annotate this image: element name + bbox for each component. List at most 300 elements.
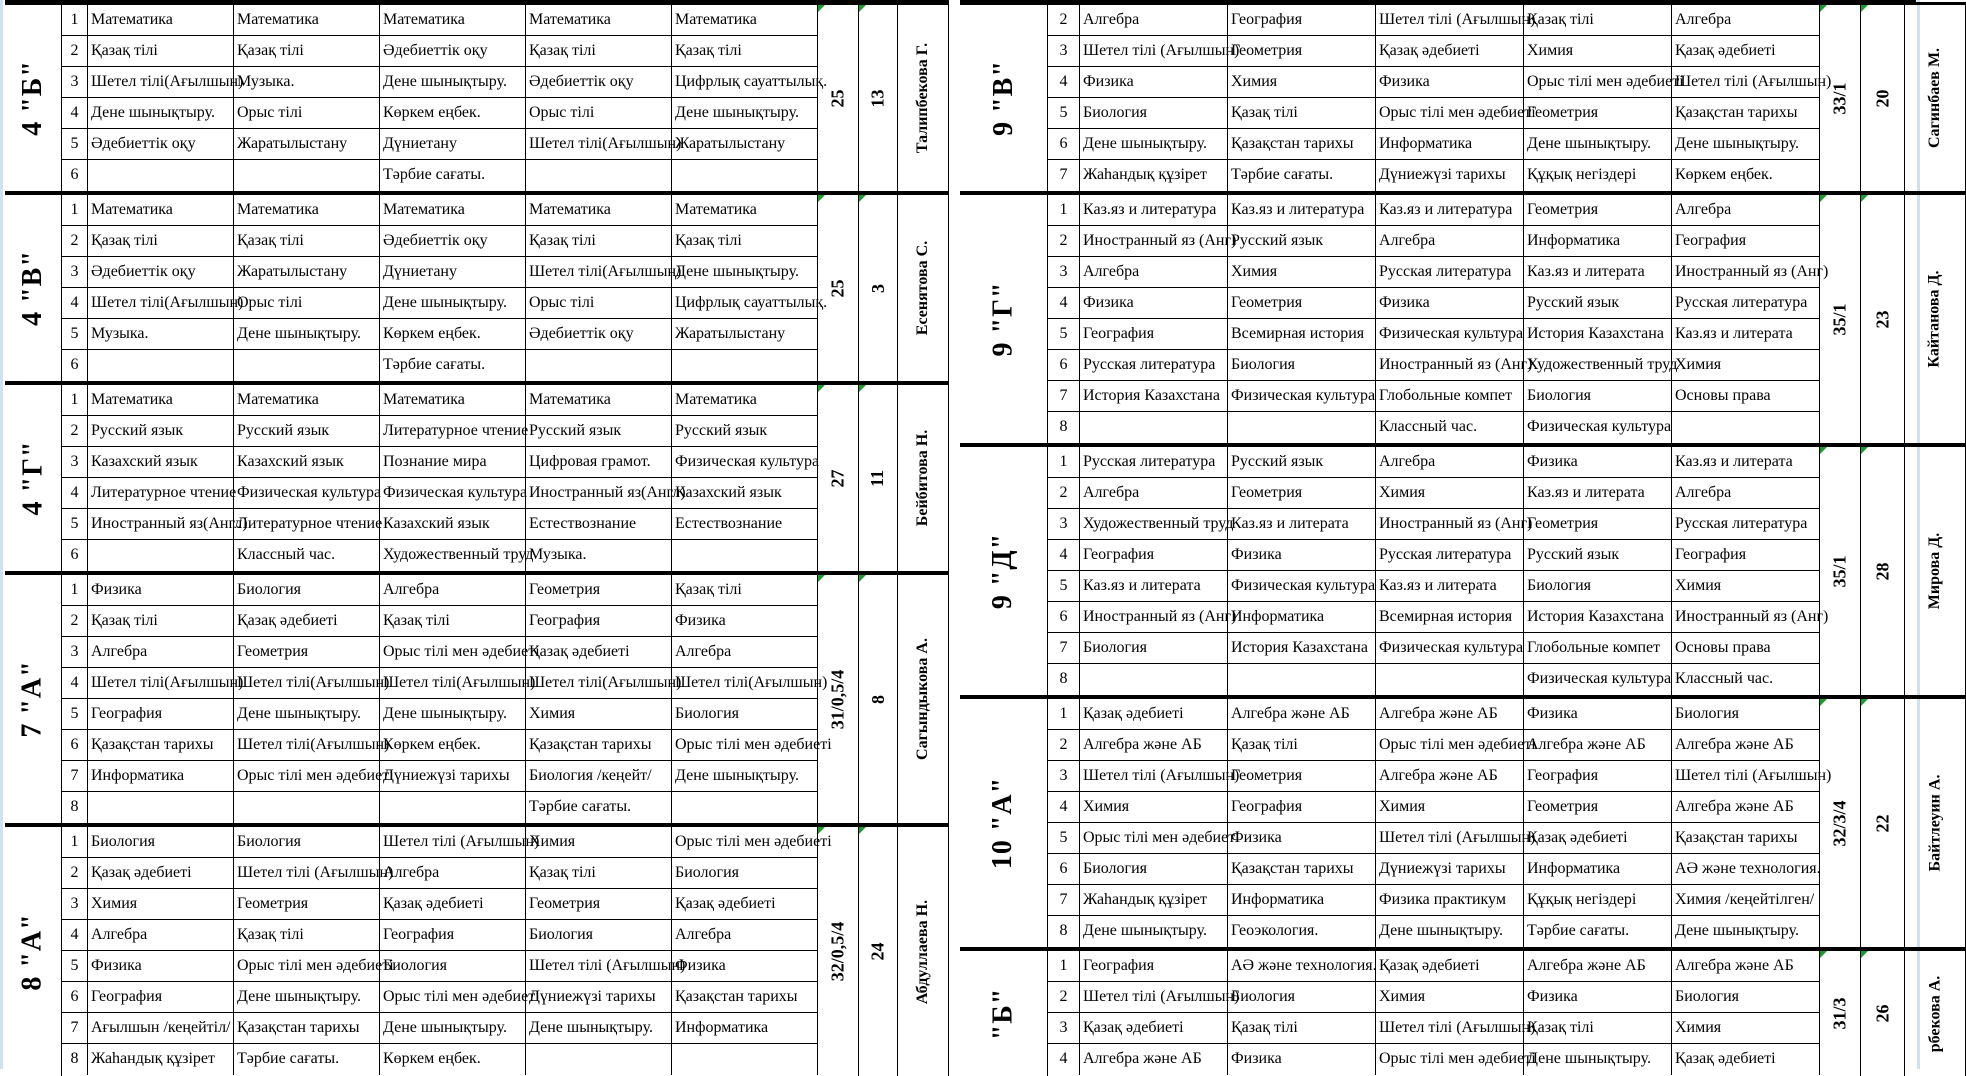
lesson-cell[interactable]: География: [1080, 540, 1228, 570]
lesson-cell[interactable]: Физика: [88, 575, 234, 605]
lesson-number[interactable]: 5: [1048, 823, 1080, 853]
lesson-number[interactable]: 4: [1048, 540, 1080, 570]
lesson-cell[interactable]: Русский язык: [1524, 540, 1672, 570]
lesson-cell[interactable]: Дене шынықтыру.: [380, 288, 526, 318]
lesson-cell[interactable]: Биология: [380, 951, 526, 981]
lesson-cell[interactable]: Дене шынықтыру.: [1524, 1044, 1672, 1075]
lesson-number[interactable]: 8: [1048, 916, 1080, 947]
lesson-number[interactable]: 8: [1048, 412, 1080, 443]
lesson-cell[interactable]: Русская литература: [1672, 509, 1820, 539]
lesson-cell[interactable]: Глобольные компет: [1376, 381, 1524, 411]
lesson-cell[interactable]: География: [1672, 226, 1820, 256]
lesson-cell[interactable]: Қазақ тілі: [672, 226, 818, 256]
lesson-number[interactable]: 7: [62, 1013, 88, 1043]
lesson-number[interactable]: 4: [62, 668, 88, 698]
lesson-cell[interactable]: Всемирная история: [1228, 319, 1376, 349]
lesson-number[interactable]: 3: [62, 257, 88, 287]
lesson-cell[interactable]: Алгебра және АБ: [1376, 761, 1524, 791]
lesson-number[interactable]: 4: [1048, 792, 1080, 822]
lesson-cell[interactable]: Геометрия: [1228, 761, 1376, 791]
lesson-cell[interactable]: Каз.яз и литерата: [1524, 257, 1672, 287]
lesson-cell[interactable]: Шетел тілі (Ағылшын): [380, 827, 526, 857]
lesson-cell[interactable]: Дене шынықтыру.: [672, 257, 818, 287]
lesson-cell[interactable]: Русская литература: [1080, 350, 1228, 380]
lesson-cell[interactable]: Биология: [1672, 982, 1820, 1012]
lesson-cell[interactable]: Математика: [526, 5, 672, 35]
lesson-cell[interactable]: Химия: [1672, 571, 1820, 601]
lesson-cell[interactable]: Цифровая грамот.: [526, 447, 672, 477]
lesson-cell[interactable]: Дене шынықтыру.: [1080, 916, 1228, 947]
lesson-cell[interactable]: Қазақ әдебиеті: [672, 889, 818, 919]
lesson-cell[interactable]: [234, 792, 380, 823]
lesson-cell[interactable]: Биология: [234, 575, 380, 605]
lesson-cell[interactable]: Әдебиеттік оқу: [526, 319, 672, 349]
lesson-cell[interactable]: Русский язык: [1228, 226, 1376, 256]
lesson-cell[interactable]: Қазақ әдебиеті: [88, 858, 234, 888]
lesson-cell[interactable]: Иностранный яз (Анг): [1672, 257, 1820, 287]
lesson-cell[interactable]: Геоэкология.: [1228, 916, 1376, 947]
lesson-cell[interactable]: Русская литература: [1376, 540, 1524, 570]
lesson-cell[interactable]: Русский язык: [1524, 288, 1672, 318]
lesson-cell[interactable]: Биология /кеңейт/: [526, 761, 672, 791]
lesson-cell[interactable]: АӘ және технология.: [1228, 951, 1376, 981]
lesson-cell[interactable]: Русская литература: [1376, 257, 1524, 287]
lesson-cell[interactable]: Әдебиеттік оқу: [526, 67, 672, 97]
lesson-cell[interactable]: Художественный труд: [1080, 509, 1228, 539]
lesson-cell[interactable]: Орыс тілі: [234, 98, 380, 128]
lesson-cell[interactable]: Химия: [526, 827, 672, 857]
lesson-number[interactable]: 6: [62, 160, 88, 191]
lesson-cell[interactable]: Физика: [1524, 982, 1672, 1012]
lesson-number[interactable]: 5: [62, 699, 88, 729]
lesson-cell[interactable]: Дүниетану: [380, 129, 526, 159]
lesson-cell[interactable]: Художественный труд: [1524, 350, 1672, 380]
lesson-cell[interactable]: Құқық негіздері: [1524, 885, 1672, 915]
lesson-cell[interactable]: Иностранный яз (Анг): [1376, 350, 1524, 380]
lesson-cell[interactable]: Алгебра және АБ: [1524, 730, 1672, 760]
lesson-cell[interactable]: Геометрия: [526, 889, 672, 919]
lesson-cell[interactable]: Дене шынықтыру.: [672, 761, 818, 791]
lesson-cell[interactable]: География: [1228, 5, 1376, 35]
lesson-cell[interactable]: Глобольные компет: [1524, 633, 1672, 663]
lesson-cell[interactable]: Алгебра және АБ: [1228, 699, 1376, 729]
lesson-cell[interactable]: [1228, 412, 1376, 443]
lesson-cell[interactable]: Физическая культура: [1228, 571, 1376, 601]
lesson-cell[interactable]: Алгебра: [1080, 5, 1228, 35]
lesson-cell[interactable]: Жаратылыстану: [234, 257, 380, 287]
lesson-cell[interactable]: Қазақстан тарихы: [88, 730, 234, 760]
lesson-number[interactable]: 8: [62, 792, 88, 823]
lesson-cell[interactable]: Әдебиеттік оқу: [88, 129, 234, 159]
lesson-cell[interactable]: Алгебра және АБ: [1080, 730, 1228, 760]
lesson-number[interactable]: 7: [1048, 381, 1080, 411]
lesson-cell[interactable]: Дене шынықтыру.: [88, 98, 234, 128]
lesson-number[interactable]: 8: [62, 1044, 88, 1075]
lesson-cell[interactable]: Шетел тілі(Ағылшын): [88, 288, 234, 318]
lesson-cell[interactable]: Основы права: [1672, 633, 1820, 663]
lesson-cell[interactable]: География: [380, 920, 526, 950]
lesson-cell[interactable]: Қазақ тілі: [1228, 98, 1376, 128]
lesson-number[interactable]: 7: [62, 761, 88, 791]
lesson-cell[interactable]: Физика: [1524, 447, 1672, 477]
lesson-cell[interactable]: [1376, 664, 1524, 695]
lesson-cell[interactable]: Қазақ тілі: [1524, 5, 1672, 35]
lesson-cell[interactable]: Тәрбие сағаты.: [1228, 160, 1376, 191]
lesson-number[interactable]: 3: [62, 889, 88, 919]
lesson-cell[interactable]: Физика: [1376, 288, 1524, 318]
lesson-cell[interactable]: Қазақстан тарихы: [672, 982, 818, 1012]
lesson-cell[interactable]: [1080, 664, 1228, 695]
lesson-cell[interactable]: Орыс тілі мен әдебиеті: [234, 761, 380, 791]
lesson-number[interactable]: 2: [62, 36, 88, 66]
lesson-cell[interactable]: Шетел тілі(Ағылшын): [526, 129, 672, 159]
lesson-cell[interactable]: Қазақстан тарихы: [526, 730, 672, 760]
lesson-cell[interactable]: Иностранный яз (Анг): [1080, 602, 1228, 632]
lesson-cell[interactable]: Қазақстан тарихы: [234, 1013, 380, 1043]
lesson-cell[interactable]: География: [526, 606, 672, 636]
lesson-cell[interactable]: География: [88, 699, 234, 729]
lesson-cell[interactable]: [526, 1044, 672, 1075]
lesson-cell[interactable]: Математика: [672, 195, 818, 225]
lesson-cell[interactable]: Алгебра: [1080, 478, 1228, 508]
lesson-cell[interactable]: Тәрбие сағаты.: [380, 350, 526, 381]
lesson-cell[interactable]: Музыка.: [526, 540, 672, 571]
lesson-cell[interactable]: [1672, 412, 1820, 443]
lesson-cell[interactable]: Жаратылыстану: [672, 129, 818, 159]
lesson-cell[interactable]: Математика: [88, 195, 234, 225]
lesson-number[interactable]: 6: [1048, 129, 1080, 159]
lesson-cell[interactable]: Информатика: [672, 1013, 818, 1043]
lesson-cell[interactable]: Орыс тілі: [526, 98, 672, 128]
lesson-cell[interactable]: Дене шынықтыру.: [1672, 129, 1820, 159]
lesson-cell[interactable]: Дүниетану: [380, 257, 526, 287]
lesson-cell[interactable]: Математика: [380, 195, 526, 225]
lesson-cell[interactable]: Геометрия: [1524, 792, 1672, 822]
lesson-number[interactable]: 1: [1048, 951, 1080, 981]
lesson-number[interactable]: 6: [1048, 602, 1080, 632]
lesson-cell[interactable]: Биология: [526, 920, 672, 950]
lesson-cell[interactable]: Алгебра: [1672, 5, 1820, 35]
lesson-cell[interactable]: Литературное чтение: [380, 416, 526, 446]
lesson-cell[interactable]: Дене шынықтыру.: [234, 699, 380, 729]
lesson-number[interactable]: 6: [62, 982, 88, 1012]
lesson-number[interactable]: 1: [62, 575, 88, 605]
lesson-number[interactable]: 2: [1048, 226, 1080, 256]
lesson-cell[interactable]: Русский язык: [88, 416, 234, 446]
lesson-cell[interactable]: Русский язык: [672, 416, 818, 446]
lesson-cell[interactable]: Дүниежүзі тарихы: [1376, 854, 1524, 884]
lesson-cell[interactable]: Шетел тілі (Ағылшын): [1376, 1013, 1524, 1043]
lesson-cell[interactable]: Алгебра: [1376, 226, 1524, 256]
lesson-cell[interactable]: Қазақ әдебиеті: [1524, 823, 1672, 853]
lesson-cell[interactable]: Алгебра және АБ: [1376, 699, 1524, 729]
lesson-cell[interactable]: [672, 792, 818, 823]
lesson-cell[interactable]: Жаратылыстану: [234, 129, 380, 159]
lesson-cell[interactable]: Биология: [672, 858, 818, 888]
lesson-cell[interactable]: Тәрбие сағаты.: [380, 160, 526, 191]
lesson-cell[interactable]: Биология: [234, 827, 380, 857]
lesson-cell[interactable]: Геометрия: [234, 637, 380, 667]
lesson-cell[interactable]: География: [1080, 319, 1228, 349]
lesson-cell[interactable]: Дене шынықтыру.: [234, 319, 380, 349]
lesson-cell[interactable]: Жаһандық құзірет: [1080, 885, 1228, 915]
lesson-cell[interactable]: Физика практикум: [1376, 885, 1524, 915]
lesson-number[interactable]: 2: [1048, 982, 1080, 1012]
lesson-cell[interactable]: Дене шынықтыру.: [234, 982, 380, 1012]
lesson-cell[interactable]: Орыс тілі мен әдебиеті: [672, 827, 818, 857]
lesson-cell[interactable]: Қазақ тілі: [1228, 1013, 1376, 1043]
lesson-cell[interactable]: Информатика: [1228, 602, 1376, 632]
lesson-cell[interactable]: [88, 540, 234, 571]
lesson-number[interactable]: 4: [62, 920, 88, 950]
lesson-cell[interactable]: Литературное чтение: [88, 478, 234, 508]
lesson-cell[interactable]: Математика: [234, 385, 380, 415]
lesson-cell[interactable]: Жаһандық құзірет: [1080, 160, 1228, 191]
lesson-cell[interactable]: Геометрия: [1228, 288, 1376, 318]
lesson-cell[interactable]: Шетел тілі (Ағылшын): [1080, 982, 1228, 1012]
lesson-number[interactable]: 1: [62, 5, 88, 35]
lesson-cell[interactable]: Каз.яз и литерата: [1524, 478, 1672, 508]
lesson-cell[interactable]: Дене шынықтыру.: [1376, 916, 1524, 947]
lesson-cell[interactable]: Физическая культура: [1524, 664, 1672, 695]
lesson-cell[interactable]: География: [1080, 951, 1228, 981]
lesson-cell[interactable]: Геометрия: [526, 575, 672, 605]
lesson-cell[interactable]: Каз.яз и литерата: [1672, 447, 1820, 477]
lesson-cell[interactable]: Алгебра және АБ: [1672, 792, 1820, 822]
lesson-cell[interactable]: Физика: [1228, 1044, 1376, 1075]
lesson-cell[interactable]: Шетел тілі (Ағылшын): [234, 858, 380, 888]
lesson-cell[interactable]: Математика: [88, 5, 234, 35]
lesson-cell[interactable]: Биология: [1080, 633, 1228, 663]
lesson-cell[interactable]: Казахский язык: [88, 447, 234, 477]
lesson-number[interactable]: 8: [1048, 664, 1080, 695]
lesson-cell[interactable]: Орыс тілі мен әдебиеті: [1376, 98, 1524, 128]
lesson-cell[interactable]: Биология: [1080, 854, 1228, 884]
lesson-cell[interactable]: [526, 160, 672, 191]
lesson-cell[interactable]: Биология: [1524, 381, 1672, 411]
lesson-cell[interactable]: Қазақ тілі: [526, 858, 672, 888]
lesson-cell[interactable]: Математика: [234, 5, 380, 35]
lesson-cell[interactable]: Физика: [1080, 288, 1228, 318]
lesson-number[interactable]: 4: [1048, 288, 1080, 318]
lesson-cell[interactable]: Биология: [1524, 571, 1672, 601]
lesson-cell[interactable]: Биология: [1228, 350, 1376, 380]
lesson-number[interactable]: 6: [62, 540, 88, 571]
lesson-cell[interactable]: Цифрлық сауаттылық.: [672, 67, 818, 97]
lesson-cell[interactable]: Дене шынықтыру.: [380, 67, 526, 97]
lesson-cell[interactable]: Қазақ тілі: [526, 226, 672, 256]
lesson-cell[interactable]: Казахский язык: [234, 447, 380, 477]
lesson-cell[interactable]: Шетел тілі (Ағылшын): [526, 951, 672, 981]
lesson-cell[interactable]: Химия: [1376, 792, 1524, 822]
lesson-cell[interactable]: Алгебра және АБ: [1672, 730, 1820, 760]
lesson-cell[interactable]: Көркем еңбек.: [380, 319, 526, 349]
lesson-number[interactable]: 1: [1048, 699, 1080, 729]
lesson-cell[interactable]: Каз.яз и литерата: [1080, 571, 1228, 601]
lesson-cell[interactable]: Көркем еңбек.: [380, 1044, 526, 1075]
lesson-cell[interactable]: Шетел тілі (Ағылшын): [1080, 761, 1228, 791]
lesson-cell[interactable]: Қазақ әдебиеті: [1672, 36, 1820, 66]
lesson-cell[interactable]: Физика: [672, 606, 818, 636]
lesson-cell[interactable]: Дене шынықтыру.: [380, 1013, 526, 1043]
lesson-cell[interactable]: Құқық негіздері: [1524, 160, 1672, 191]
lesson-cell[interactable]: Биология: [1080, 98, 1228, 128]
lesson-cell[interactable]: Шетел тілі (Ағылшын): [1672, 761, 1820, 791]
lesson-cell[interactable]: АӘ және технология.: [1672, 854, 1820, 884]
lesson-cell[interactable]: Физическая культура: [1376, 319, 1524, 349]
lesson-cell[interactable]: Каз.яз и литерата: [1376, 571, 1524, 601]
lesson-cell[interactable]: Русский язык: [526, 416, 672, 446]
lesson-cell[interactable]: [1228, 664, 1376, 695]
lesson-cell[interactable]: Биология: [1228, 982, 1376, 1012]
lesson-cell[interactable]: Иностранный яз (Анг): [1672, 602, 1820, 632]
lesson-cell[interactable]: Қазақстан тарихы: [1672, 98, 1820, 128]
lesson-number[interactable]: 2: [62, 606, 88, 636]
lesson-cell[interactable]: Орыс тілі мен әдебиеті: [234, 951, 380, 981]
lesson-cell[interactable]: Геометрия: [234, 889, 380, 919]
lesson-cell[interactable]: Қазақ әдебиеті: [380, 889, 526, 919]
lesson-cell[interactable]: Алгебра: [672, 637, 818, 667]
lesson-cell[interactable]: Қазақстан тарихы: [1228, 854, 1376, 884]
lesson-cell[interactable]: Әдебиеттік оқу: [380, 36, 526, 66]
lesson-cell[interactable]: Орыс тілі: [234, 288, 380, 318]
lesson-cell[interactable]: Алгебра: [1080, 257, 1228, 287]
lesson-number[interactable]: 5: [1048, 571, 1080, 601]
lesson-number[interactable]: 7: [1048, 885, 1080, 915]
lesson-cell[interactable]: [1080, 412, 1228, 443]
lesson-number[interactable]: 3: [62, 67, 88, 97]
lesson-number[interactable]: 1: [62, 827, 88, 857]
lesson-cell[interactable]: Шетел тілі(Ағылшын): [88, 668, 234, 698]
lesson-number[interactable]: 1: [1048, 447, 1080, 477]
lesson-cell[interactable]: География: [1672, 540, 1820, 570]
lesson-cell[interactable]: Биология: [672, 699, 818, 729]
lesson-cell[interactable]: Орыс тілі мен әдебиеті: [1376, 1044, 1524, 1075]
lesson-cell[interactable]: Физика: [1524, 699, 1672, 729]
lesson-cell[interactable]: Қазақстан тарихы: [1228, 129, 1376, 159]
lesson-cell[interactable]: Химия: [1228, 257, 1376, 287]
lesson-number[interactable]: 2: [62, 416, 88, 446]
lesson-cell[interactable]: Қазақ тілі: [88, 36, 234, 66]
lesson-cell[interactable]: Алгебра: [380, 575, 526, 605]
lesson-cell[interactable]: Иностранный яз(Англ): [88, 509, 234, 539]
lesson-cell[interactable]: Информатика: [88, 761, 234, 791]
lesson-cell[interactable]: Қазақ тілі: [234, 226, 380, 256]
lesson-number[interactable]: 3: [62, 637, 88, 667]
lesson-number[interactable]: 5: [62, 509, 88, 539]
lesson-cell[interactable]: Математика: [526, 385, 672, 415]
lesson-cell[interactable]: Математика: [380, 385, 526, 415]
lesson-cell[interactable]: Классный час.: [1672, 664, 1820, 695]
lesson-cell[interactable]: Орыс тілі мен әдебиеті: [380, 982, 526, 1012]
lesson-number[interactable]: 5: [1048, 319, 1080, 349]
lesson-cell[interactable]: Алгебра және АБ: [1524, 951, 1672, 981]
lesson-cell[interactable]: Физическая культура: [380, 478, 526, 508]
lesson-cell[interactable]: Әдебиеттік оқу: [88, 257, 234, 287]
lesson-cell[interactable]: Геометрия: [1228, 478, 1376, 508]
lesson-cell[interactable]: Орыс тілі мен әдебиеті: [1524, 67, 1672, 97]
lesson-cell[interactable]: Көркем еңбек.: [1672, 160, 1820, 191]
lesson-cell[interactable]: Қазақ әдебиеті: [1672, 1044, 1820, 1075]
lesson-cell[interactable]: Химия: [1376, 982, 1524, 1012]
lesson-cell[interactable]: Тәрбие сағаты.: [234, 1044, 380, 1075]
lesson-cell[interactable]: Алгебра: [380, 858, 526, 888]
lesson-cell[interactable]: Физика: [672, 951, 818, 981]
lesson-cell[interactable]: История Казахстана: [1228, 633, 1376, 663]
lesson-cell[interactable]: Информатика: [1524, 854, 1672, 884]
lesson-cell[interactable]: [88, 792, 234, 823]
lesson-cell[interactable]: Химия: [1672, 1013, 1820, 1043]
lesson-cell[interactable]: Математика: [380, 5, 526, 35]
lesson-cell[interactable]: География: [1524, 761, 1672, 791]
lesson-cell[interactable]: Әдебиеттік оқу: [380, 226, 526, 256]
lesson-cell[interactable]: Көркем еңбек.: [380, 730, 526, 760]
lesson-cell[interactable]: Русская литература: [1672, 288, 1820, 318]
lesson-cell[interactable]: Дүниежүзі тарихы: [1376, 160, 1524, 191]
lesson-number[interactable]: 2: [1048, 730, 1080, 760]
lesson-number[interactable]: 4: [1048, 1044, 1080, 1075]
lesson-number[interactable]: 1: [1048, 195, 1080, 225]
lesson-cell[interactable]: Қазақ әдебиеті: [1376, 951, 1524, 981]
lesson-number[interactable]: 6: [1048, 350, 1080, 380]
lesson-cell[interactable]: Дене шынықтыру.: [1524, 129, 1672, 159]
lesson-cell[interactable]: Орыс тілі: [526, 288, 672, 318]
lesson-cell[interactable]: Дене шынықтыру.: [380, 699, 526, 729]
lesson-cell[interactable]: Физика: [1080, 67, 1228, 97]
lesson-cell[interactable]: История Казахстана: [1080, 381, 1228, 411]
lesson-cell[interactable]: [672, 350, 818, 381]
lesson-cell[interactable]: Дене шынықтыру.: [1672, 916, 1820, 947]
lesson-cell[interactable]: Каз.яз и литерата: [1672, 319, 1820, 349]
lesson-cell[interactable]: Физика: [1376, 67, 1524, 97]
lesson-cell[interactable]: Химия: [1672, 350, 1820, 380]
lesson-cell[interactable]: Физическая культура: [672, 447, 818, 477]
lesson-cell[interactable]: Орыс тілі мен әдебиеті: [1080, 823, 1228, 853]
lesson-cell[interactable]: Русский язык: [1228, 447, 1376, 477]
lesson-cell[interactable]: Каз.яз и литература: [1228, 195, 1376, 225]
lesson-number[interactable]: 2: [62, 226, 88, 256]
lesson-cell[interactable]: Қазақ тілі: [234, 920, 380, 950]
lesson-cell[interactable]: Каз.яз и литература: [1376, 195, 1524, 225]
lesson-cell[interactable]: Математика: [672, 385, 818, 415]
lesson-cell[interactable]: Познание мира: [380, 447, 526, 477]
lesson-number[interactable]: 7: [1048, 160, 1080, 191]
lesson-cell[interactable]: Математика: [88, 385, 234, 415]
lesson-cell[interactable]: Всемирная история: [1376, 602, 1524, 632]
lesson-cell[interactable]: Казахский язык: [672, 478, 818, 508]
lesson-cell[interactable]: Қазақ әдебиеті: [1080, 699, 1228, 729]
lesson-cell[interactable]: Каз.яз и литература: [1080, 195, 1228, 225]
lesson-cell[interactable]: Геометрия: [1228, 36, 1376, 66]
lesson-cell[interactable]: Алгебра және АБ: [1080, 1044, 1228, 1075]
lesson-cell[interactable]: Казахский язык: [380, 509, 526, 539]
lesson-cell[interactable]: Физическая культура: [1376, 633, 1524, 663]
lesson-cell[interactable]: Геометрия: [1524, 98, 1672, 128]
lesson-cell[interactable]: Естествознание: [672, 509, 818, 539]
lesson-cell[interactable]: Шетел тілі(Ағылшын): [234, 730, 380, 760]
lesson-cell[interactable]: Шетел тілі (Ағылшын): [1376, 5, 1524, 35]
lesson-cell[interactable]: Геометрия: [1524, 509, 1672, 539]
lesson-number[interactable]: 4: [1048, 67, 1080, 97]
lesson-cell[interactable]: Қазақ тілі: [88, 226, 234, 256]
lesson-cell[interactable]: Алгебра және АБ: [1672, 951, 1820, 981]
lesson-number[interactable]: 3: [1048, 509, 1080, 539]
lesson-cell[interactable]: Информатика: [1524, 226, 1672, 256]
lesson-cell[interactable]: Шетел тілі (Ағылшын): [1080, 36, 1228, 66]
lesson-cell[interactable]: Қазақ тілі: [88, 606, 234, 636]
lesson-number[interactable]: 4: [62, 98, 88, 128]
lesson-cell[interactable]: Алгебра: [88, 920, 234, 950]
